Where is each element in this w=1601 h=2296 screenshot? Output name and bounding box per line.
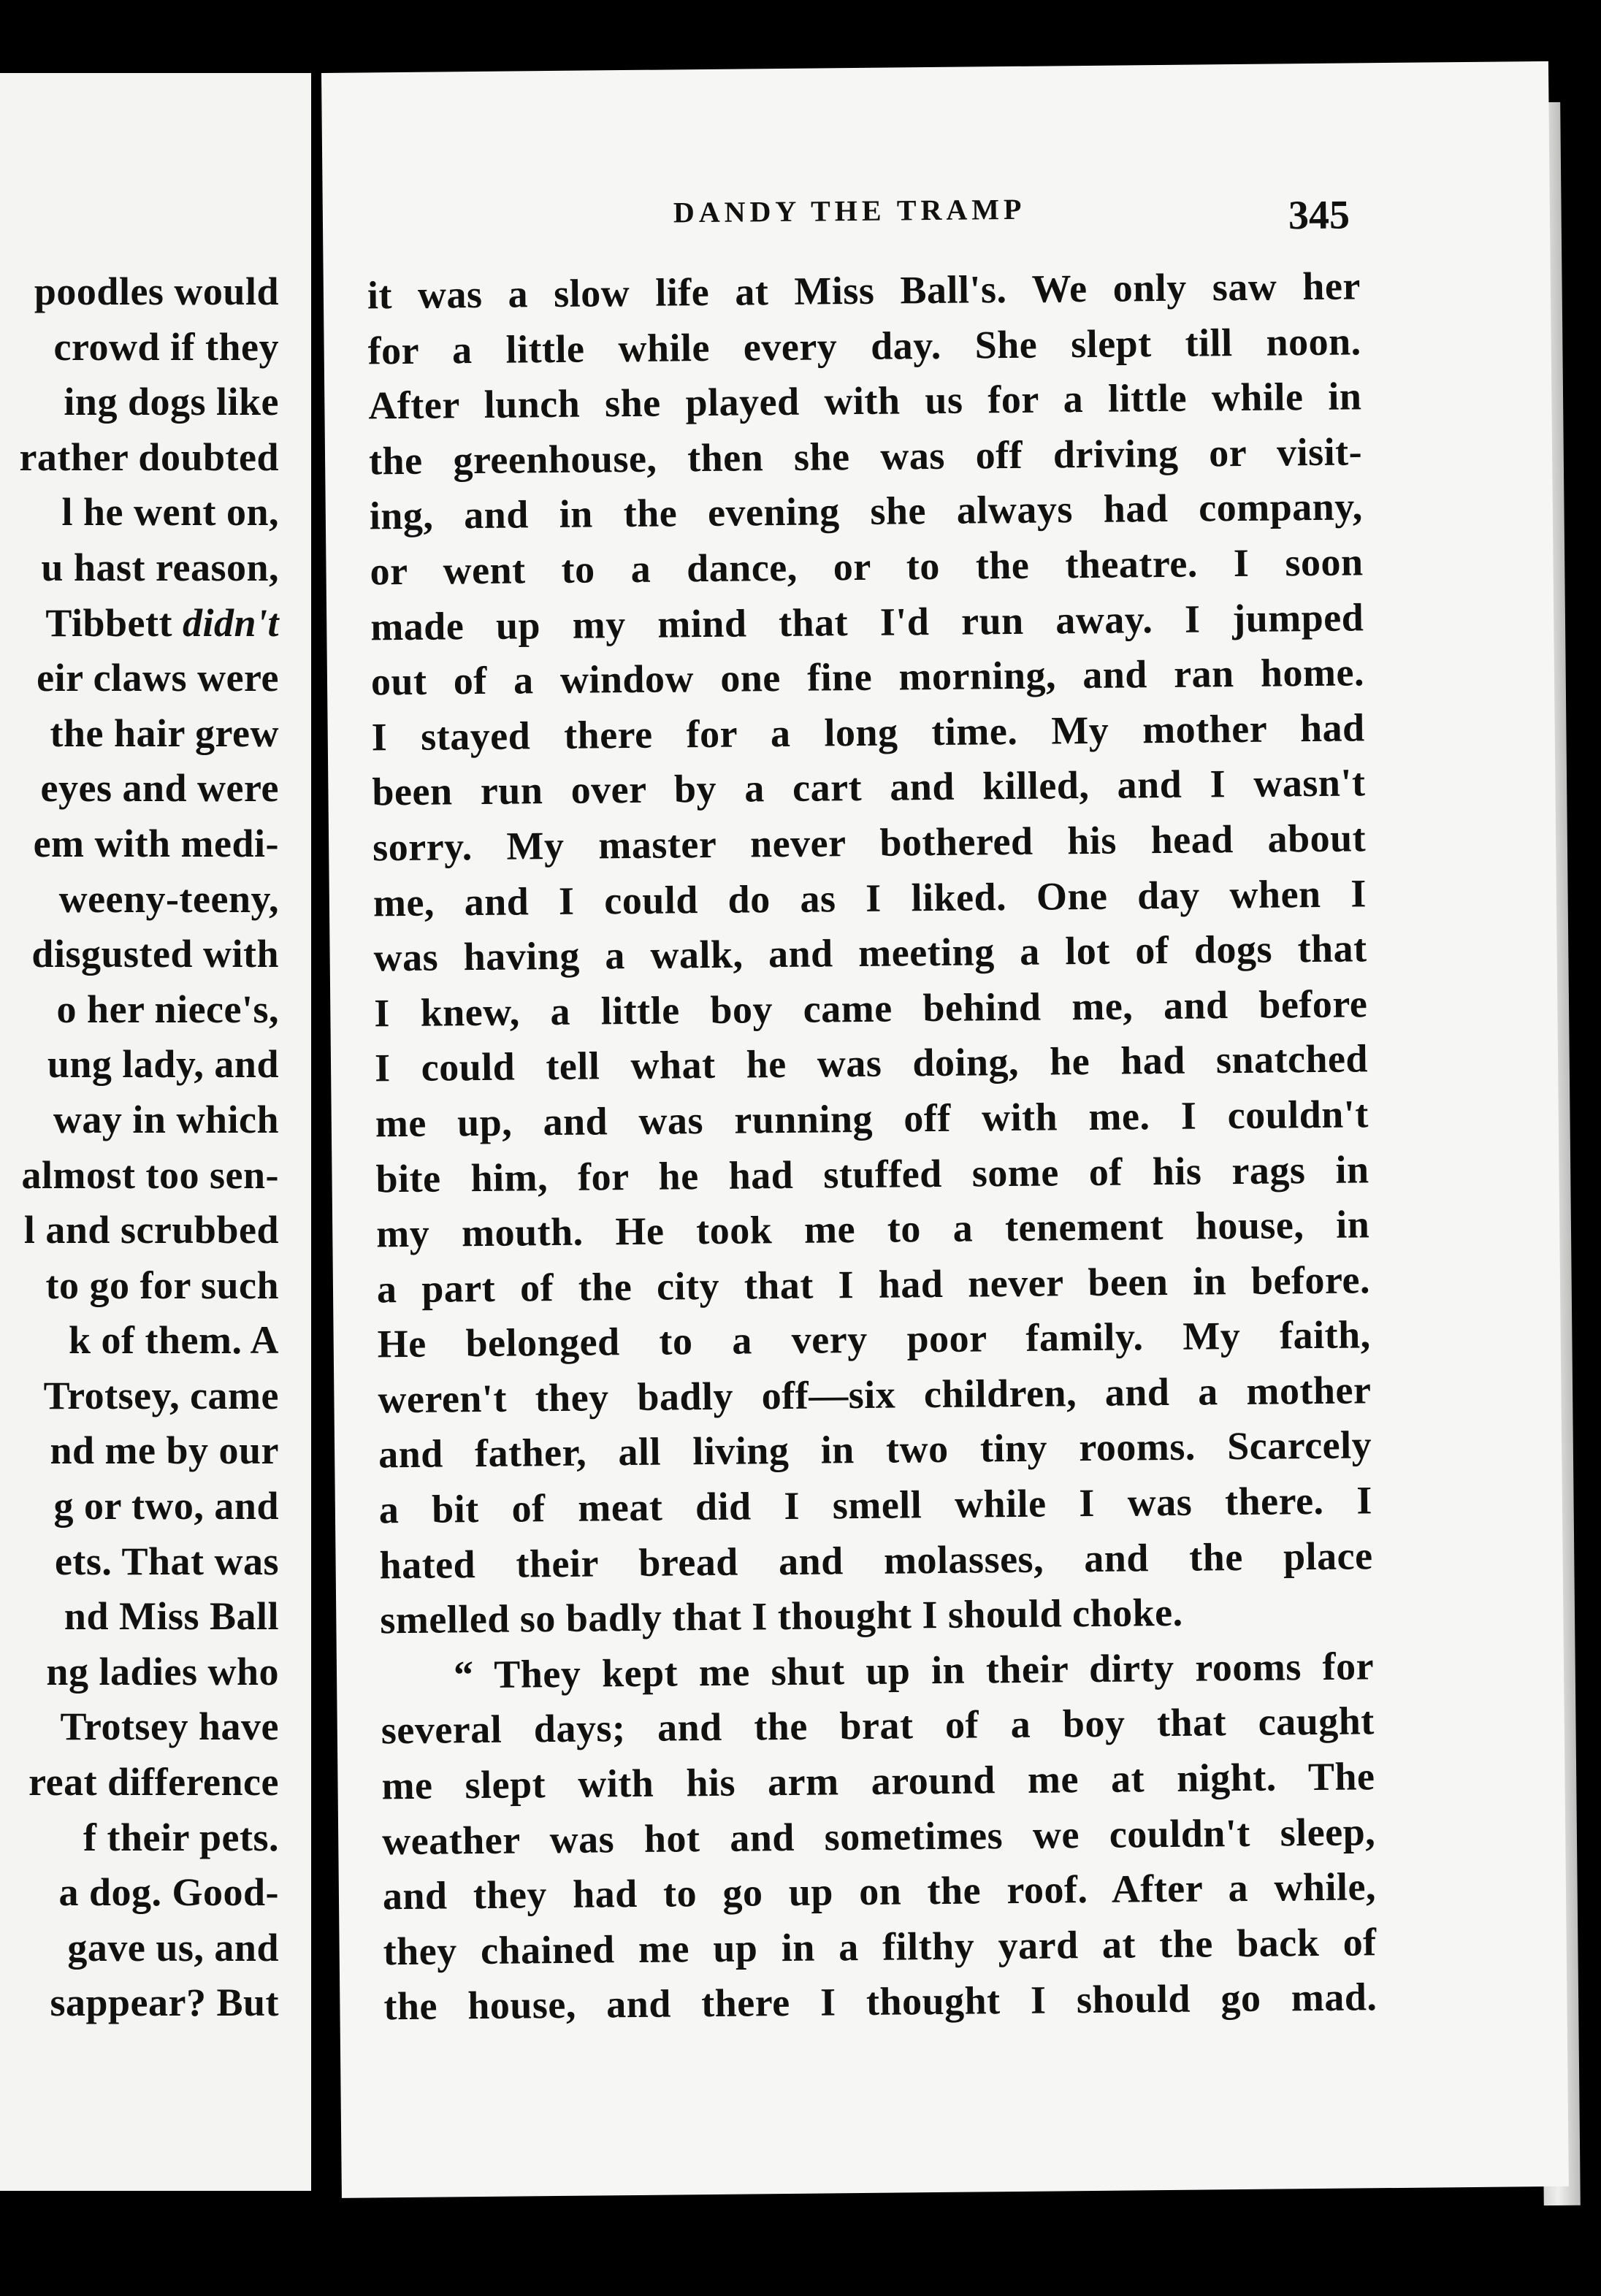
- text-line: hated their bread and molasses, and the place: [379, 1533, 1373, 1587]
- text-line: o her niece's,: [56, 987, 279, 1031]
- text-line: g or two, and: [53, 1484, 279, 1528]
- text-line: crowd if they: [53, 324, 279, 369]
- text-line: sappear? But: [50, 1981, 279, 2025]
- text-line: ung lady, and: [47, 1042, 279, 1087]
- text-line: nd Miss Ball: [64, 1594, 279, 1639]
- text-line: poodles would: [34, 269, 279, 313]
- text-line: I could tell what he was doing, he had snatched: [374, 1036, 1369, 1090]
- text-line: rather doubted: [19, 435, 279, 479]
- text-line: or went to a dance, or to the theatre. I soon: [370, 540, 1364, 594]
- book-gutter: [311, 0, 321, 2296]
- text-line: ing, and in the evening she always had company,: [369, 484, 1364, 538]
- text-line: He belonged to a very poor family. My faith,: [377, 1312, 1371, 1366]
- right-page: [321, 61, 1569, 2198]
- text-line: l and scrubbed: [23, 1208, 279, 1252]
- text-line: smelled so badly that I thought I should choke.: [380, 1591, 1183, 1642]
- text-line: a dog. Good-: [58, 1870, 279, 1915]
- text-line: reat difference: [28, 1760, 279, 1805]
- text-line: em with medi-: [33, 821, 279, 865]
- body-text: [367, 259, 1378, 2035]
- text-line: me up, and was running off with me. I couldn't: [375, 1092, 1369, 1146]
- text-line: k of them. A: [69, 1318, 279, 1363]
- text-line: sorry. My master never bothered his head about: [372, 816, 1367, 870]
- text-line: I stayed there for a long time. My mother had: [371, 705, 1365, 759]
- text-line: out of a window one fine morning, and ran home.: [370, 650, 1365, 704]
- text-line: ets. That was: [54, 1539, 279, 1583]
- text-line: Trotsey, came: [43, 1373, 279, 1417]
- text-line: I knew, a little boy came behind me, and before: [374, 981, 1368, 1036]
- text-line: to go for such: [45, 1263, 279, 1307]
- text-line: bite him, for he had stuffed some of his rags in: [375, 1147, 1369, 1201]
- text-line: Trotsey have: [60, 1704, 279, 1749]
- text-line: weeny-teeny,: [58, 876, 279, 921]
- text-line: f their pets.: [83, 1815, 279, 1859]
- text-line: made up my mind that I'd run away. I jumped: [370, 594, 1364, 648]
- text-line: weren't they badly off—six children, and a mother: [378, 1368, 1372, 1422]
- text-line: my mouth. He took me to a tenement house, in: [375, 1202, 1370, 1256]
- text-line: After lunch she played with us for a little while in: [368, 374, 1362, 428]
- text-line: been run over by a cart and killed, and I wasn't: [372, 760, 1366, 814]
- text-line: Tibbett didn't: [45, 600, 279, 645]
- text-line: l he went on,: [61, 490, 279, 535]
- text-line: eyes and were: [40, 766, 279, 811]
- text-line: a bit of meat did I smell while I was there. I: [378, 1478, 1373, 1532]
- text-line: it was a slow life at Miss Ball's. We only saw her: [367, 264, 1361, 318]
- text-line: nd me by our: [50, 1428, 279, 1473]
- text-line: was having a walk, and meeting a lot of dogs that: [373, 926, 1367, 980]
- text-line: disgusted with: [31, 932, 279, 976]
- text-line: me slept with his arm around me at night. The: [381, 1754, 1375, 1808]
- text-line: eir claws were: [37, 656, 279, 700]
- text-line: they chained me up in a filthy yard at the back of: [383, 1920, 1377, 1974]
- text-line: u hast reason,: [41, 545, 279, 589]
- left-page-text: [19, 264, 279, 2031]
- text-line: way in which: [53, 1097, 279, 1141]
- text-line: several days; and the brat of a boy that caught: [381, 1699, 1375, 1753]
- text-line: the hair grew: [50, 711, 279, 755]
- text-line: almost too sen-: [21, 1152, 279, 1197]
- text-line: “ They kept me shut up in their dirty rooms for: [453, 1644, 1375, 1697]
- page-number: 345: [1288, 192, 1350, 239]
- text-line: me, and I could do as I liked. One day when I: [372, 870, 1367, 925]
- text-line: the greenhouse, then she was off driving or visit-: [368, 429, 1363, 483]
- text-line: and father, all living in two tiny rooms. Scarcely: [378, 1423, 1372, 1477]
- text-line: ing dogs like: [64, 380, 279, 424]
- text-line: weather was hot and sometimes we couldn't sleep,: [381, 1809, 1376, 1863]
- text-line: and they had to go up on the roof. After a while,: [382, 1864, 1377, 1918]
- text-line: the house, and there I thought I should go mad.: [383, 1975, 1378, 2029]
- text-line: ng ladies who: [46, 1649, 279, 1694]
- text-line: for a little while every day. She slept till noon.: [367, 318, 1361, 372]
- left-page: [0, 73, 311, 2191]
- text-line: a part of the city that I had never been in before.: [376, 1257, 1371, 1312]
- running-head: DANDY THE TRAMP: [673, 192, 1026, 229]
- text-line: gave us, and: [67, 1925, 279, 1970]
